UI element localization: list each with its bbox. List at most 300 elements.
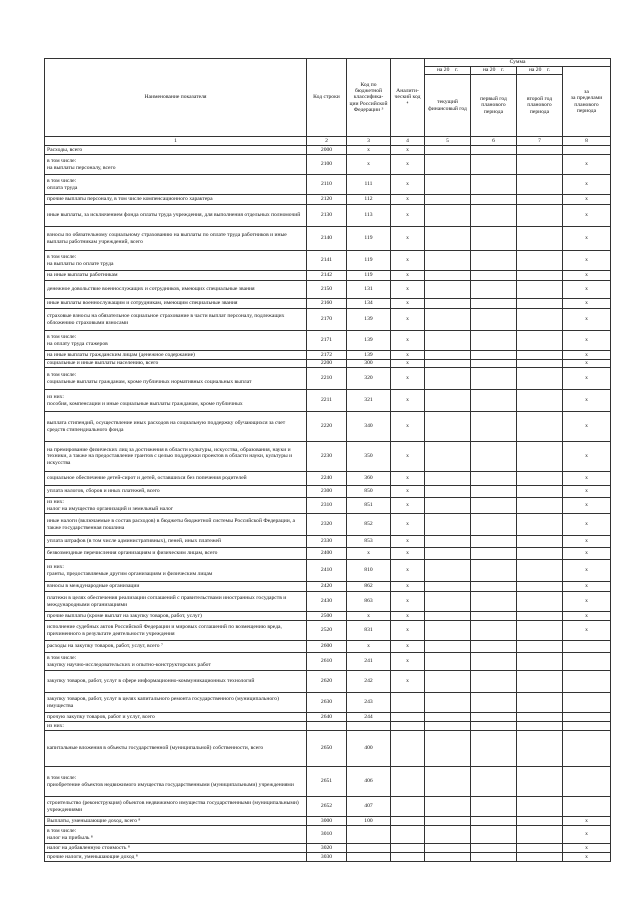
row-sum-beyond: x <box>563 844 611 853</box>
row-budget-code: 810 <box>347 560 391 582</box>
row-sum-second <box>517 853 563 862</box>
row-sum-beyond: x <box>563 271 611 281</box>
row-sum-current <box>425 472 471 486</box>
row-sum-first <box>471 498 517 514</box>
row-budget-code: 139 <box>347 309 391 331</box>
row-sum-first <box>471 146 517 155</box>
row-code: 2420 <box>307 582 347 592</box>
row-sum-second <box>517 722 563 731</box>
row-analytic-code: x <box>391 536 425 548</box>
row-sum-current <box>425 767 471 797</box>
row-sum-first <box>471 412 517 442</box>
row-sum-beyond: x <box>563 351 611 360</box>
row-sum-current <box>425 360 471 368</box>
row-sum-second <box>517 205 563 227</box>
row-analytic-code: x <box>391 368 425 390</box>
row-sum-beyond: x <box>563 853 611 862</box>
row-sum-second <box>517 299 563 309</box>
table-row <box>45 582 611 592</box>
row-sum-current <box>425 653 471 671</box>
row-code: 2650 <box>307 731 347 767</box>
row-budget-code <box>347 826 391 844</box>
row-code: 2220 <box>307 412 347 442</box>
row-sum-current <box>425 155 471 175</box>
row-budget-code: 119 <box>347 251 391 271</box>
row-sum-first <box>471 713 517 722</box>
row-sum-beyond: x <box>563 390 611 412</box>
row-analytic-code: x <box>391 195 425 205</box>
row-budget-code: 831 <box>347 621 391 641</box>
row-sum-beyond: x <box>563 155 611 175</box>
row-budget-code: 850 <box>347 486 391 498</box>
row-sum-second <box>517 331 563 351</box>
row-indicator-name: безвозмездные перечисления организациям и физическим лицам, всего <box>45 548 307 560</box>
row-sum-current <box>425 592 471 612</box>
row-code: 2651 <box>307 767 347 797</box>
row-sum-second <box>517 146 563 155</box>
row-analytic-code: x <box>391 514 425 536</box>
row-indicator-name: Расходы, всего <box>45 146 307 155</box>
table-row <box>45 722 611 731</box>
row-sum-first <box>471 251 517 271</box>
row-sum-first <box>471 368 517 390</box>
row-sum-second <box>517 641 563 653</box>
row-sum-second <box>517 844 563 853</box>
row-indicator-name: платежи в целях обеспечения реализации соглашений с правительствами иностранных государств и международными организациями <box>45 592 307 612</box>
row-sum-current <box>425 498 471 514</box>
row-sum-second <box>517 360 563 368</box>
table-row <box>45 195 611 205</box>
table-row <box>45 797 611 817</box>
row-analytic-code: x <box>391 309 425 331</box>
row-sum-beyond: x <box>563 592 611 612</box>
row-analytic-code: x <box>391 621 425 641</box>
row-sum-current <box>425 175 471 195</box>
table-row <box>45 853 611 862</box>
col-number: 3 <box>347 137 391 146</box>
table-row <box>45 146 611 155</box>
table-row <box>45 368 611 390</box>
header-year-3: на 20 г. <box>517 67 563 75</box>
table-row <box>45 331 611 351</box>
row-budget-code: x <box>347 641 391 653</box>
row-sum-beyond: x <box>563 560 611 582</box>
row-sum-current <box>425 412 471 442</box>
row-sum-beyond: x <box>563 360 611 368</box>
row-indicator-name: строительство (реконструкция) объектов недвижимого имущества государственными (муниципальными) учреждениями <box>45 797 307 817</box>
row-analytic-code: x <box>391 548 425 560</box>
table-row <box>45 548 611 560</box>
row-sum-beyond: x <box>563 817 611 826</box>
row-analytic-code: x <box>391 671 425 693</box>
row-budget-code: 300 <box>347 360 391 368</box>
row-sum-beyond: x <box>563 582 611 592</box>
row-code: 2130 <box>307 205 347 227</box>
row-indicator-name: в том числе: на выплаты по оплате труда <box>45 251 307 271</box>
row-sum-first <box>471 853 517 862</box>
row-code: 2300 <box>307 486 347 498</box>
row-analytic-code: x <box>391 412 425 442</box>
row-indicator-name: расходы на закупку товаров, работ, услуг, всего ⁷ <box>45 641 307 653</box>
row-sum-current <box>425 826 471 844</box>
table-row <box>45 351 611 360</box>
row-code: 2330 <box>307 536 347 548</box>
row-budget-code: x <box>347 548 391 560</box>
row-indicator-name: прочую закупку товаров, работ и услуг, всего <box>45 713 307 722</box>
row-analytic-code: x <box>391 281 425 299</box>
row-budget-code: 139 <box>347 331 391 351</box>
row-analytic-code <box>391 853 425 862</box>
row-analytic-code: x <box>391 146 425 155</box>
row-indicator-name: выплата стипендий, осуществление иных расходов на социальную поддержку обучающихся за счет средств стипендиального фонда <box>45 412 307 442</box>
row-sum-second <box>517 155 563 175</box>
row-sum-second <box>517 195 563 205</box>
row-indicator-name: социальные и иные выплаты населению, всего <box>45 360 307 368</box>
row-code: 3020 <box>307 844 347 853</box>
row-sum-first <box>471 472 517 486</box>
row-indicator-name: социальное обеспечение детей-сирот и детей, оставшихся без попечения родителей <box>45 472 307 486</box>
row-sum-current <box>425 844 471 853</box>
row-sum-second <box>517 693 563 713</box>
row-sum-beyond <box>563 797 611 817</box>
row-code: 2211 <box>307 390 347 412</box>
row-sum-first <box>471 592 517 612</box>
row-indicator-name: иные налоги (включаемые в состав расходов) в бюджеты бюджетной системы Российской Федерации, а также государственная пошлина <box>45 514 307 536</box>
header-col-current: текущий финансовый год <box>425 75 471 137</box>
row-budget-code: 119 <box>347 271 391 281</box>
row-budget-code: 242 <box>347 671 391 693</box>
row-sum-second <box>517 227 563 251</box>
row-sum-second <box>517 653 563 671</box>
table-row <box>45 271 611 281</box>
row-sum-second <box>517 612 563 621</box>
row-sum-second <box>517 486 563 498</box>
header-col-second: второй год планового периода <box>517 75 563 137</box>
row-sum-beyond: x <box>563 536 611 548</box>
table-row <box>45 671 611 693</box>
row-sum-first <box>471 826 517 844</box>
table-row <box>45 472 611 486</box>
row-analytic-code: x <box>391 155 425 175</box>
row-code: 2430 <box>307 592 347 612</box>
row-indicator-name: из них: пособия, компенсации и иные социальные выплаты гражданам, кроме публичных <box>45 390 307 412</box>
row-sum-second <box>517 797 563 817</box>
row-analytic-code: x <box>391 641 425 653</box>
row-sum-current <box>425 146 471 155</box>
row-sum-first <box>471 486 517 498</box>
row-budget-code: 321 <box>347 390 391 412</box>
row-sum-second <box>517 309 563 331</box>
row-sum-second <box>517 442 563 472</box>
row-sum-first <box>471 390 517 412</box>
row-sum-beyond <box>563 693 611 713</box>
row-sum-second <box>517 390 563 412</box>
row-sum-second <box>517 592 563 612</box>
row-sum-current <box>425 227 471 251</box>
row-sum-first <box>471 641 517 653</box>
row-budget-code: 244 <box>347 713 391 722</box>
row-sum-first <box>471 195 517 205</box>
row-budget-code: 360 <box>347 472 391 486</box>
row-sum-current <box>425 271 471 281</box>
row-code: 2310 <box>307 498 347 514</box>
row-budget-code: 863 <box>347 592 391 612</box>
row-analytic-code: x <box>391 205 425 227</box>
row-sum-second <box>517 817 563 826</box>
row-code: 2200 <box>307 360 347 368</box>
row-sum-first <box>471 281 517 299</box>
row-budget-code: 241 <box>347 653 391 671</box>
row-indicator-name: прочие выплаты (кроме выплат на закупку товаров, работ, услуг) <box>45 612 307 621</box>
row-budget-code: 400 <box>347 731 391 767</box>
row-indicator-name: закупку товаров, работ, услуг в целях капитального ремонта государственного (муниципального) имущества <box>45 693 307 713</box>
row-code: 2170 <box>307 309 347 331</box>
row-sum-beyond: x <box>563 442 611 472</box>
table-row <box>45 299 611 309</box>
row-sum-current <box>425 281 471 299</box>
row-budget-code: 407 <box>347 797 391 817</box>
row-budget-code: 139 <box>347 351 391 360</box>
row-code: 2610 <box>307 653 347 671</box>
row-sum-current <box>425 205 471 227</box>
row-analytic-code: x <box>391 251 425 271</box>
row-sum-current <box>425 548 471 560</box>
row-analytic-code: x <box>391 498 425 514</box>
row-sum-second <box>517 731 563 767</box>
row-sum-first <box>471 155 517 175</box>
header-row-code: Код строки <box>307 59 347 137</box>
row-indicator-name: прочие выплаты персоналу, в том числе компенсационного характера <box>45 195 307 205</box>
row-indicator-name: в том числе: закупку научно-исследовательских и опытно-конструкторских работ <box>45 653 307 671</box>
row-analytic-code: x <box>391 442 425 472</box>
row-sum-first <box>471 351 517 360</box>
row-sum-current <box>425 442 471 472</box>
row-sum-current <box>425 368 471 390</box>
row-indicator-name: капитальные вложения в объекты государственной (муниципальной) собственности, всего <box>45 731 307 767</box>
row-budget-code: 350 <box>347 442 391 472</box>
row-sum-second <box>517 582 563 592</box>
row-sum-current <box>425 621 471 641</box>
row-sum-beyond: x <box>563 281 611 299</box>
row-budget-code: 852 <box>347 514 391 536</box>
row-code: 2652 <box>307 797 347 817</box>
row-code: 2141 <box>307 251 347 271</box>
table-row <box>45 514 611 536</box>
row-sum-beyond <box>563 713 611 722</box>
row-sum-first <box>471 767 517 797</box>
row-code: 2150 <box>307 281 347 299</box>
row-sum-second <box>517 271 563 281</box>
col-number: 4 <box>391 137 425 146</box>
row-budget-code: x <box>347 155 391 175</box>
row-budget-code: 111 <box>347 175 391 195</box>
row-analytic-code <box>391 731 425 767</box>
row-analytic-code <box>391 722 425 731</box>
row-sum-first <box>471 205 517 227</box>
row-code: 2640 <box>307 713 347 722</box>
table-row <box>45 653 611 671</box>
row-sum-current <box>425 309 471 331</box>
row-sum-beyond: x <box>563 412 611 442</box>
row-indicator-name: в том числе: на оплату труда стажеров <box>45 331 307 351</box>
row-sum-current <box>425 351 471 360</box>
table-row <box>45 309 611 331</box>
row-analytic-code <box>391 797 425 817</box>
row-sum-beyond <box>563 146 611 155</box>
table-row <box>45 844 611 853</box>
col-number: 1 <box>45 137 307 146</box>
row-analytic-code: x <box>391 360 425 368</box>
col-number: 2 <box>307 137 347 146</box>
row-sum-beyond: x <box>563 331 611 351</box>
row-indicator-name: на иные выплаты гражданским лицам (денежное содержание) <box>45 351 307 360</box>
row-analytic-code: x <box>391 560 425 582</box>
row-sum-first <box>471 536 517 548</box>
row-sum-first <box>471 175 517 195</box>
row-code: 2240 <box>307 472 347 486</box>
table-row <box>45 592 611 612</box>
table-row <box>45 536 611 548</box>
row-budget-code: 131 <box>347 281 391 299</box>
row-sum-beyond: x <box>563 826 611 844</box>
row-budget-code: x <box>347 146 391 155</box>
row-sum-second <box>517 351 563 360</box>
row-indicator-name: взносы по обязательному социальному страхованию на выплаты по оплате труда работников и иные выплаты работникам учреждений, всего <box>45 227 307 251</box>
row-sum-first <box>471 722 517 731</box>
table-row <box>45 227 611 251</box>
row-sum-current <box>425 797 471 817</box>
row-sum-first <box>471 548 517 560</box>
row-analytic-code <box>391 713 425 722</box>
row-indicator-name: Выплаты, уменьшающие доход, всего ⁸ <box>45 817 307 826</box>
row-indicator-name: в том числе: на выплаты персоналу, всего <box>45 155 307 175</box>
row-code: 3010 <box>307 826 347 844</box>
table-row <box>45 693 611 713</box>
row-sum-second <box>517 560 563 582</box>
row-sum-current <box>425 817 471 826</box>
row-sum-beyond: x <box>563 472 611 486</box>
header-analytic-code: Аналити- ческий код ⁴ <box>391 59 425 137</box>
table-row <box>45 155 611 175</box>
row-sum-second <box>517 251 563 271</box>
row-sum-second <box>517 671 563 693</box>
row-sum-first <box>471 442 517 472</box>
table-row <box>45 713 611 722</box>
row-sum-second <box>517 536 563 548</box>
row-sum-second <box>517 514 563 536</box>
table-row <box>45 360 611 368</box>
row-sum-current <box>425 722 471 731</box>
row-sum-current <box>425 731 471 767</box>
row-budget-code: 853 <box>347 536 391 548</box>
row-analytic-code <box>391 844 425 853</box>
table-row <box>45 612 611 621</box>
table-row <box>45 767 611 797</box>
row-sum-first <box>471 271 517 281</box>
row-indicator-name: страховые взносы на обязательное социальное страхование в части выплат персоналу, подлежащих обложению страховыми взносами <box>45 309 307 331</box>
row-code: 2410 <box>307 560 347 582</box>
row-code: 2142 <box>307 271 347 281</box>
row-sum-first <box>471 693 517 713</box>
row-analytic-code: x <box>391 271 425 281</box>
row-sum-beyond: x <box>563 368 611 390</box>
row-code: 2110 <box>307 175 347 195</box>
row-budget-code: 406 <box>347 767 391 797</box>
row-sum-second <box>517 281 563 299</box>
row-sum-first <box>471 560 517 582</box>
row-sum-second <box>517 498 563 514</box>
financial-plan-sheet <box>44 58 610 862</box>
table-row <box>45 826 611 844</box>
row-code: 2500 <box>307 612 347 621</box>
row-sum-beyond: x <box>563 498 611 514</box>
row-sum-current <box>425 536 471 548</box>
header-budget-code: Код по бюджетной классифика- ции Российской Федерации ³ <box>347 59 391 137</box>
table-row <box>45 641 611 653</box>
row-analytic-code: x <box>391 653 425 671</box>
row-analytic-code: x <box>391 227 425 251</box>
table-row <box>45 251 611 271</box>
table-row <box>45 560 611 582</box>
row-sum-first <box>471 227 517 251</box>
row-sum-current <box>425 853 471 862</box>
row-sum-beyond <box>563 671 611 693</box>
table-row <box>45 442 611 472</box>
row-sum-first <box>471 582 517 592</box>
row-sum-beyond: x <box>563 486 611 498</box>
row-sum-first <box>471 360 517 368</box>
row-code: 2230 <box>307 442 347 472</box>
row-code: 2320 <box>307 514 347 536</box>
row-code: 2400 <box>307 548 347 560</box>
row-analytic-code <box>391 826 425 844</box>
row-indicator-name: прочие налоги, уменьшающие доход ⁸ <box>45 853 307 862</box>
row-sum-first <box>471 817 517 826</box>
row-code: 2520 <box>307 621 347 641</box>
row-sum-current <box>425 331 471 351</box>
row-analytic-code <box>391 693 425 713</box>
row-sum-beyond <box>563 722 611 731</box>
row-sum-first <box>471 299 517 309</box>
col-number: 8 <box>563 137 611 146</box>
row-code <box>307 722 347 731</box>
table-row <box>45 817 611 826</box>
row-code: 3030 <box>307 853 347 862</box>
header-indicator: Наименование показателя <box>45 59 307 137</box>
row-sum-beyond: x <box>563 227 611 251</box>
table-body <box>45 146 611 862</box>
row-sum-first <box>471 331 517 351</box>
row-analytic-code: x <box>391 299 425 309</box>
row-sum-current <box>425 195 471 205</box>
row-code: 2600 <box>307 641 347 653</box>
row-sum-first <box>471 731 517 767</box>
row-sum-second <box>517 368 563 390</box>
row-budget-code <box>347 844 391 853</box>
row-code: 2171 <box>307 331 347 351</box>
header-sum: Сумма <box>425 59 611 67</box>
row-sum-current <box>425 251 471 271</box>
row-sum-current <box>425 671 471 693</box>
row-sum-beyond: x <box>563 621 611 641</box>
row-sum-beyond: x <box>563 299 611 309</box>
row-code: 3000 <box>307 817 347 826</box>
table-row <box>45 281 611 299</box>
row-sum-current <box>425 582 471 592</box>
row-sum-first <box>471 612 517 621</box>
row-sum-second <box>517 826 563 844</box>
row-sum-current <box>425 612 471 621</box>
